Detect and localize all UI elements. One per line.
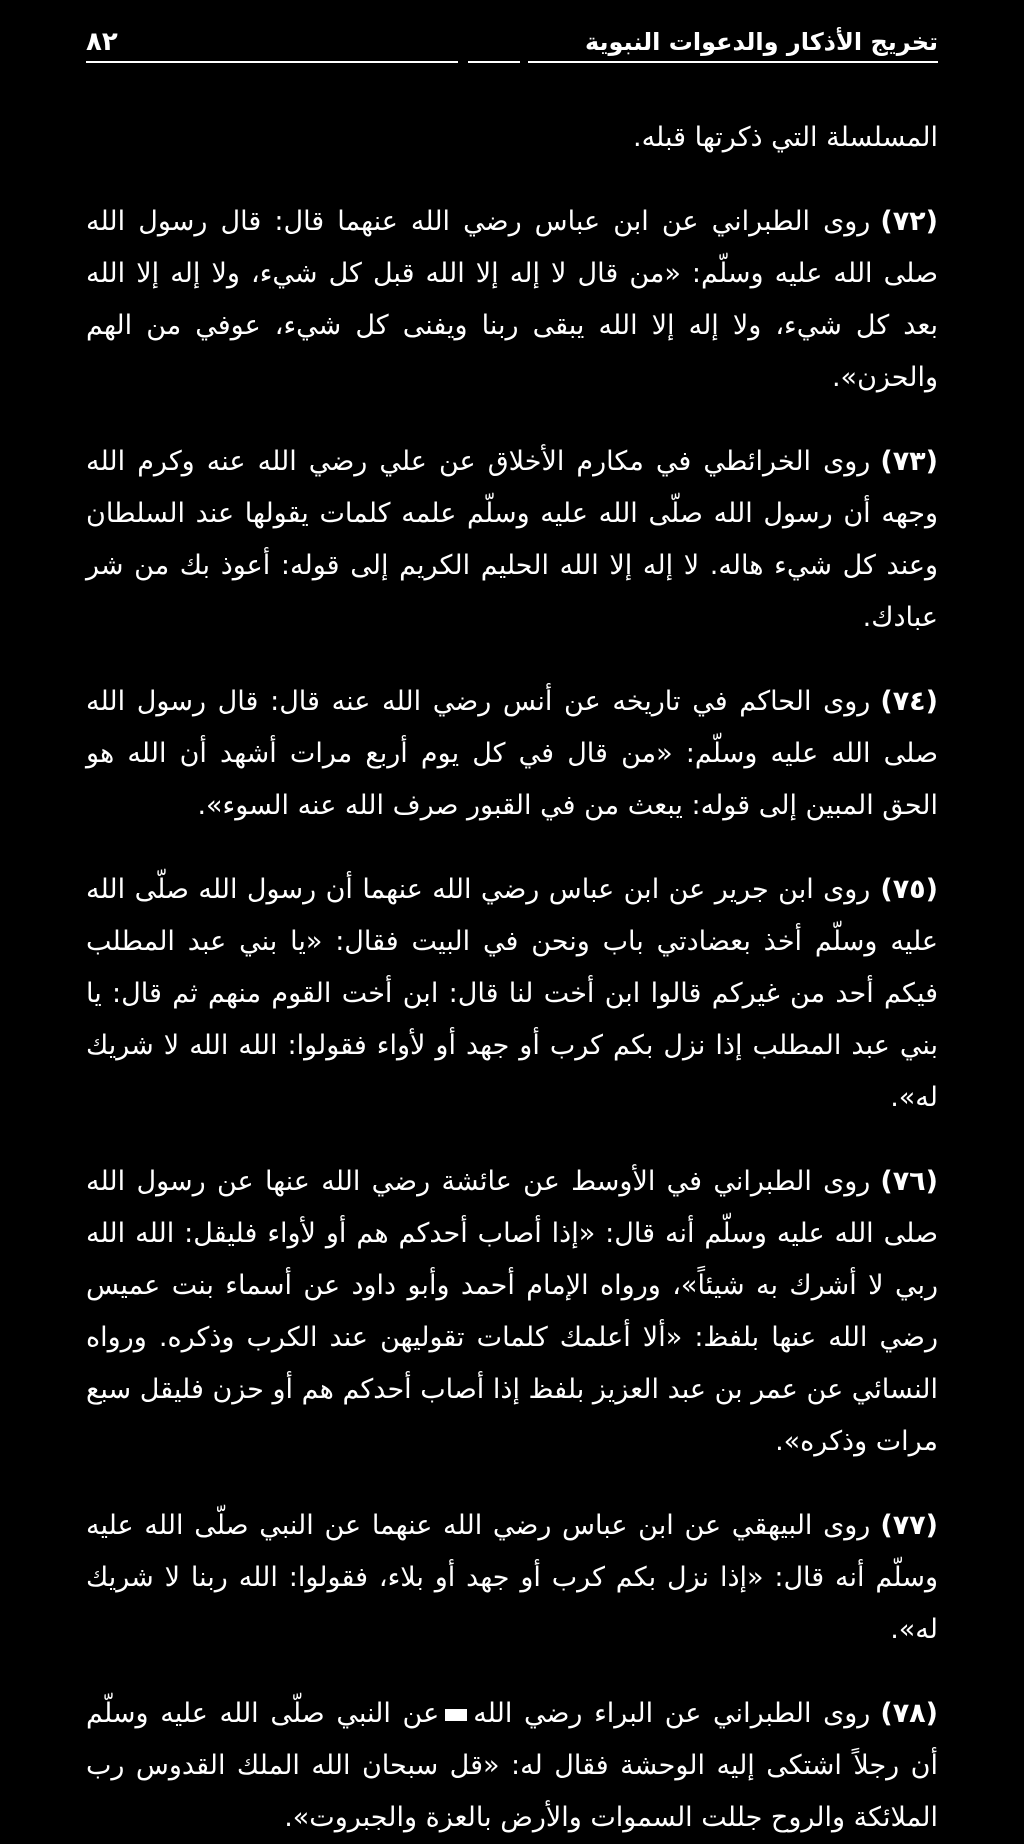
- hadith-paragraph: [86, 1688, 938, 1844]
- document-page: [86, 18, 939, 1833]
- hadith-entry: [86, 864, 938, 1124]
- hadith-number: (٧٨): [880, 1698, 939, 1729]
- hadith-paragraph: [86, 864, 938, 1124]
- hadith-paragraph: [86, 676, 938, 832]
- hadith-text: روى ابن جرير عن ابن عباس رضي الله عنهما أن رسول الله صلّى الله عليه وسلّم أخذ بعضادتي باب ونحن في البيت فقال: «يا بني عبد المطلب فيكم أحد من غيركم قالوا ابن أخت لنا قال: ابن أخت القوم منهم ثم قال: يا بني عبد المطلب إذا نزل بكم كرب أو جهد أو لأواء فقولوا: الله الله لا شريك له».: [86, 874, 938, 1113]
- hadith-number: (٧٢): [880, 206, 938, 237]
- lead-paragraph: المسلسلة التي ذكرتها قبله.: [632, 122, 938, 153]
- hadith-number: (٧٦): [880, 1166, 938, 1197]
- hadith-entry: [86, 436, 938, 644]
- hadith-entry: [86, 1688, 938, 1844]
- header-rule-gap: [458, 58, 468, 66]
- running-title: تخريج الأذكار والدعوات النبوية: [584, 28, 938, 56]
- hadith-paragraph: [86, 196, 938, 404]
- page-body: [86, 112, 938, 1844]
- header-rule-gap: [520, 58, 528, 66]
- hadith-entry: [86, 676, 938, 832]
- hadith-text: روى الطبراني في الأوسط عن عائشة رضي الله عنها عن رسول الله صلى الله عليه وسلّم أنه قال: «إذا أصاب أحدكم هم أو لأواء فليقل: الله الله ربي لا أشرك به شيئاً»، ورواه الإمام أحمد وأبو داود عن أسماء بنت عميس رضي الله عنها بلفظ: «ألا أعلمك كلمات تقوليهن عند الكرب وذكره. ورواه النسائي عن عمر بن عبد العزيز بلفظ إذا أصاب أحدكم هم أو حزن فليقل سبع مرات وذكره».: [86, 1166, 938, 1457]
- hadith-entry: [86, 1156, 938, 1468]
- hadith-text-start: روى الطبراني عن البراء رضي الله: [473, 1698, 871, 1729]
- page-number: ٨٢: [86, 27, 118, 57]
- hadith-number: (٧٤): [880, 686, 938, 717]
- hadith-number: (٧٧): [880, 1510, 938, 1541]
- hadith-number: (٧٥): [880, 874, 938, 905]
- hadith-paragraph: [86, 1500, 938, 1656]
- header-rule: [86, 61, 938, 63]
- hadith-paragraph: [86, 436, 938, 644]
- hadith-number: (٧٣): [880, 446, 938, 477]
- hadith-text: روى الحاكم في تاريخه عن أنس رضي الله عنه قال: قال رسول الله صلى الله عليه وسلّم: «من قال في كل يوم أربع مرات أشهد أن الله هو الحق المبين إلى قوله: يبعث من في القبور صرف الله عنه السوء».: [86, 686, 938, 821]
- hadith-text: روى الخرائطي في مكارم الأخلاق عن علي رضي الله عنه وكرم الله وجهه أن رسول الله صلّى الله عليه وسلّم علمه كلمات يقولها عند السلطان وعند كل شيء هاله. لا إله إلا الله الحليم الكريم إلى قوله: أعوذ بك من شر عبادك.: [86, 446, 938, 633]
- hadith-text: روى البيهقي عن ابن عباس رضي الله عنهما عن النبي صلّى الله عليه وسلّم أنه قال: «إذا نزل بكم كرب أو جهد أو بلاء، فقولوا: الله ربنا لا شريك له».: [86, 1510, 938, 1645]
- hadith-entry: [86, 196, 938, 404]
- hadith-entry: [86, 1500, 938, 1656]
- hadith-text: روى الطبراني عن ابن عباس رضي الله عنهما قال: قال رسول الله صلى الله عليه وسلّم: «من قال لا إله إلا الله قبل كل شيء، ولا إله إلا الله بعد كل شيء، ولا إله إلا الله يبقى ربنا ويفنى كل شيء، عوفي من الهم والحزن».: [86, 206, 938, 393]
- hadith-paragraph: [86, 1156, 938, 1468]
- hadith-text-end: عن النبي صلّى الله عليه وسلّم أن رجلاً اشتكى إليه الوحشة فقال له: «قل سبحان الله الملك القدوس رب الملائكة والروح جللت السموات والأرض بالعزة والجبروت».: [86, 1698, 938, 1833]
- honorific-mark-icon: [445, 1709, 467, 1721]
- page-header: [86, 18, 938, 70]
